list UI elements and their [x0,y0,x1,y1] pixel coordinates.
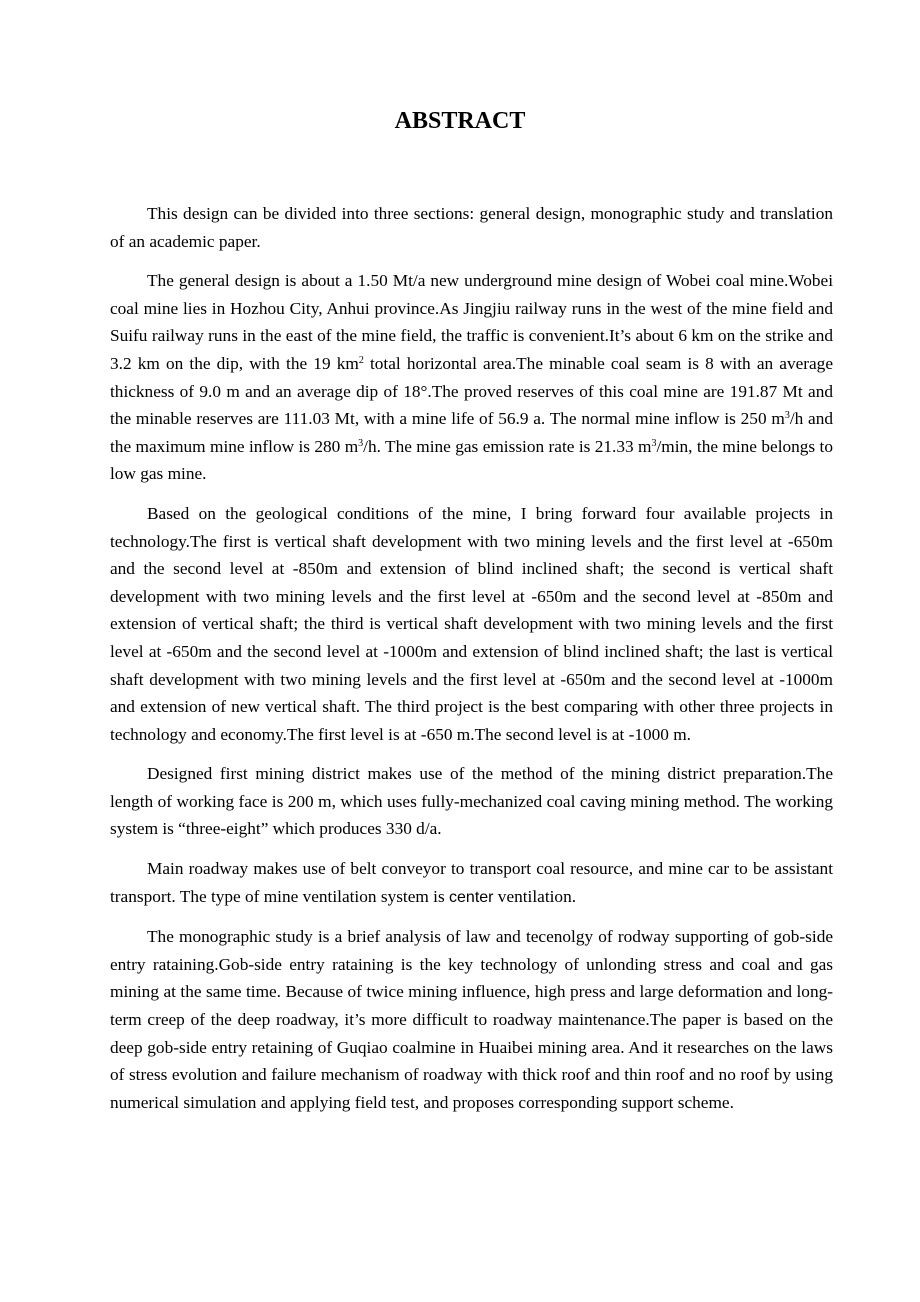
superscript: 3 [358,437,364,449]
text-segment: Main roadway makes use of belt conveyor to transport coal resource, and mine car to be assistant transport. The type of mine ventilation system is [110,859,833,906]
center-word: center [449,888,494,906]
superscript: 2 [358,354,364,366]
text-segment: /h and the maximum mine inflow is 280 m [110,409,834,456]
paragraph-mining-district: Designed first mining district makes use of the method of the mining district preparation.The length of working face is 200 m, which uses fully-mechanized coal caving mining method. The working system is “three-eight” which produces 330 d/a. [110,764,833,839]
page-title: ABSTRACT [394,108,526,134]
paragraph-sections: This design can be divided into three sections: general design, monographic study and translation of an academic paper. [110,204,833,251]
text-segment: total horizontal area.The minable coal seam is 8 with an average thickness of 9.0 m and an average dip of 18°.The proved reserves of this coal mine are 191.87 Mt and the minable reserves are 111.03 Mt, with a mine life of 56.9 a. The normal mine inflow is 250 m [110,353,833,429]
superscript: 3 [651,437,657,449]
text-segment: The general design is about a 1.50 Mt/a new underground mine design of Wobei coal mine.Wobei coal mine lies in Hozhou City, Anhui province.As Jingjiu railway runs in the west of the mine field and Suifu railway runs in the east of the mine field, the traffic is convenient.It’s about 6 km on the strike and 3.2 km on the dip, with the 19 km [110,271,833,373]
abstract-body [110,200,833,1128]
paragraph-general-design [110,267,833,488]
text-segment: /h. The mine gas emission rate is 21.33 m [363,436,652,456]
paragraph-monographic-study: The monographic study is a brief analysis of law and tecenolgy of rodway supporting of gob-side entry rataining.Gob-side entry rataining is the key technology of unlonding stress and coal and gas mining at the same time. Because of twice mining influence, high press and large deformation and long-term creep of the deep roadway, it’s more difficult to roadway maintenance.The paper is based on the deep gob-side entry retaining of Guqiao coalmine in Huaibei mining area. And it researches on the laws of stress evolution and failure mechanism of roadway with thick roof and thin roof and no roof by using numerical simulation and applying field test, and proposes corresponding support scheme. [110,927,833,1112]
text-segment: ventilation. [493,886,577,906]
paragraph-projects: Based on the geological conditions of the mine, I bring forward four available projects in technology.The first is vertical shaft development with two mining levels and the first level at -650m and the second level at -850m and extension of blind inclined shaft; the second is vertical shaft development with two mining levels and the first level at -650m and the second level at -850m and extension of vertical shaft; the third is vertical shaft development with two mining levels and the first level at -650m and the second level at -1000m and extension of blind inclined shaft; the last is vertical shaft development with two mining levels and the first level at -650m and the second level at -1000m and extension of new vertical shaft. The third project is the best comparing with other three projects in technology and economy.The first level is at -650 m.The second level is at -1000 m. [110,503,833,744]
superscript: 3 [784,410,790,422]
paragraph-transport [110,855,833,911]
text-segment: /min, the mine belongs to low gas mine. [110,436,833,484]
